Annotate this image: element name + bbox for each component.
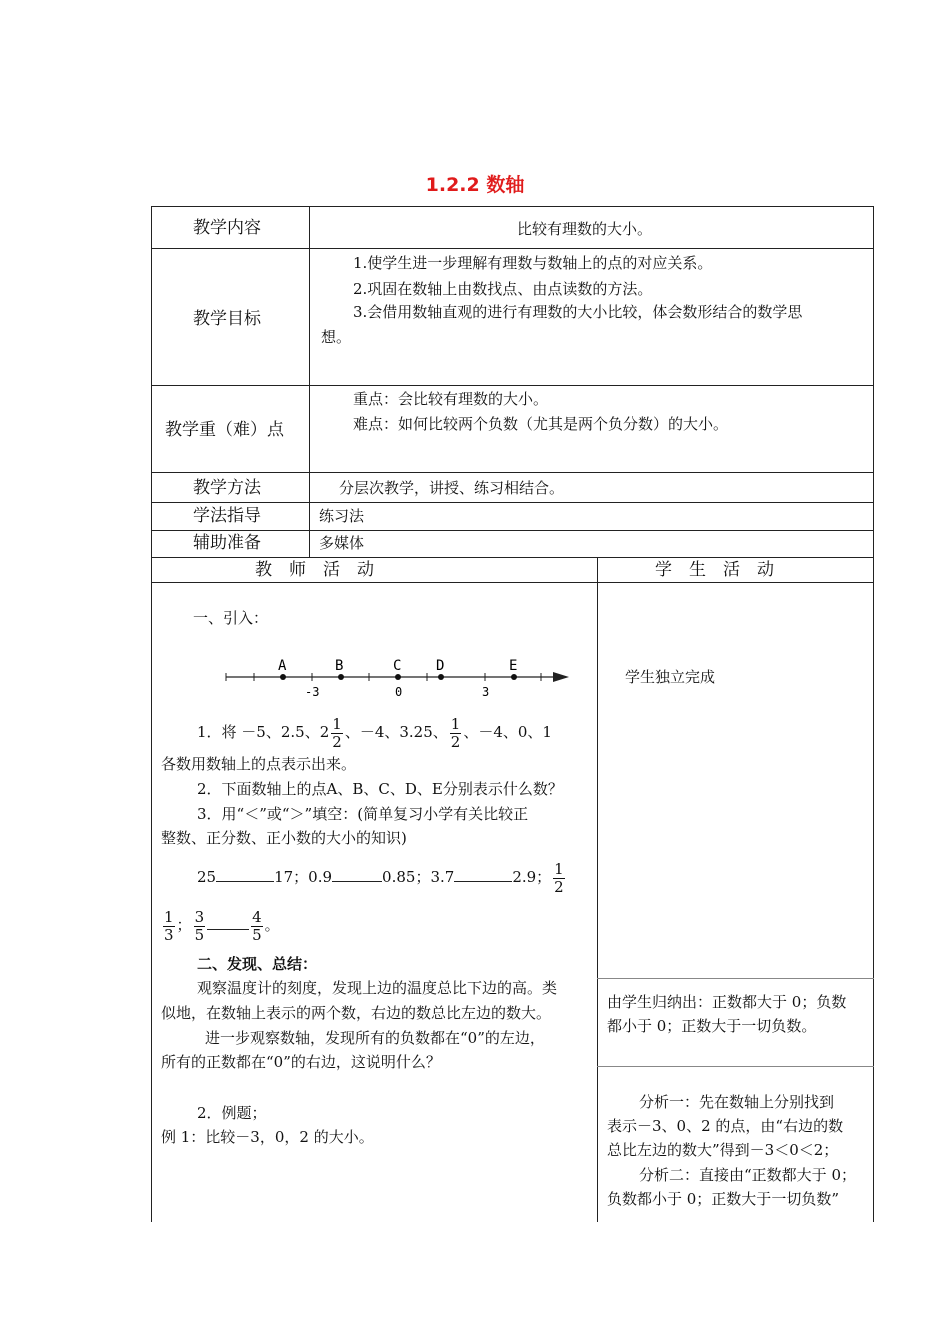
row-divider xyxy=(151,557,874,558)
answer-blank[interactable] xyxy=(454,865,512,882)
discover-paragraph: 所有的正数都在“0”的右边，这说明什么？ xyxy=(161,1053,441,1071)
discover-heading: 二、发现、总结： xyxy=(197,955,318,973)
point-label: B xyxy=(335,658,344,674)
question-3-line2: 整数、正分数、正小数的大小的知识) xyxy=(161,829,407,847)
difficult-point: 难点：如何比较两个负数（尤其是两个负分数）的大小。 xyxy=(353,415,729,433)
example-heading: 2．例题； xyxy=(197,1104,267,1122)
discover-paragraph: 似地，在数轴上表示的两个数，右边的数总比左边的数大。 xyxy=(161,1004,552,1022)
question-1-part: 1．将 －5、2.5、2 xyxy=(197,723,330,741)
teacher-activity-header: 教 师 活 动 xyxy=(255,560,374,580)
question-1-part: 、－4、3.25、 xyxy=(344,723,448,741)
row-divider xyxy=(151,582,874,583)
tick-label: 3 xyxy=(482,685,490,699)
fraction: $\frac{3}{5}$ xyxy=(194,907,205,944)
number-line-point xyxy=(438,674,444,680)
student-summary: 都小于 0；正数大于一切负数。 xyxy=(607,1017,817,1035)
lesson-plan-table xyxy=(151,206,874,1222)
table-border-top xyxy=(151,206,874,207)
content-value: 比较有理数的大小。 xyxy=(517,220,653,238)
method-value: 分层次教学，讲授、练习相结合。 xyxy=(339,479,565,497)
number-line-point xyxy=(395,674,401,680)
fraction: $\frac{1}{3}$ xyxy=(164,907,174,944)
intro-heading: 一、引入： xyxy=(193,609,269,627)
point-label: E xyxy=(509,658,518,674)
aids-label: 辅助准备 xyxy=(193,533,261,553)
content-label: 教学内容 xyxy=(193,218,261,238)
row-divider xyxy=(151,385,874,386)
example-1: 例 1：比较－3，0，2 的大小。 xyxy=(161,1128,374,1146)
number-line-figure xyxy=(221,658,581,700)
number-line-point xyxy=(280,674,286,680)
keypoints-label: 教学重（难）点 xyxy=(165,420,284,440)
student-analysis-2: 分析二：直接由“正数都大于 0； xyxy=(639,1166,856,1184)
goal-item: 1.使学生进一步理解有理数与数轴上的点的对应关系。 xyxy=(353,254,713,272)
student-analysis-1: 总比左边的数大”得到－3＜0＜2； xyxy=(607,1141,839,1159)
number-line-point xyxy=(511,674,517,680)
guide-label: 学法指导 xyxy=(193,506,261,526)
student-divider xyxy=(597,1066,874,1067)
fraction: $\frac{1}{2}$ xyxy=(450,714,461,751)
label-column-divider xyxy=(309,206,310,557)
answer-blank[interactable] xyxy=(207,917,249,930)
activity-column-divider xyxy=(597,557,598,1222)
student-analysis-1: 表示－3、0、2 的点，由“右边的数 xyxy=(607,1117,844,1135)
question-3-line1: 3．用“＜”或“＞”填空：(简单复习小学有关比较正 xyxy=(197,805,529,823)
question-1 xyxy=(197,714,552,751)
goal-item: 2.巩固在数轴上由数找点、由点读数的方法。 xyxy=(353,280,653,298)
answer-blank[interactable] xyxy=(332,865,382,882)
tick-label: -3 xyxy=(305,685,320,699)
student-analysis-1: 分析一：先在数轴上分别找到 xyxy=(639,1093,835,1111)
student-divider xyxy=(597,978,874,979)
question-2: 2．下面数轴上的点A、B、C、D、E分别表示什么数？ xyxy=(197,780,563,798)
tick-label: 0 xyxy=(395,685,403,699)
document-title: 1.2.2 数轴 xyxy=(425,174,525,196)
goals-label: 教学目标 xyxy=(193,309,261,329)
question-1-part: 、－4、0、1 xyxy=(463,723,552,741)
row-divider xyxy=(151,530,874,531)
aids-value: 多媒体 xyxy=(319,534,365,552)
key-point: 重点：会比较有理数的大小。 xyxy=(353,390,549,408)
fraction: $\frac{1}{2}$ xyxy=(554,859,564,896)
method-label: 教学方法 xyxy=(193,478,261,498)
answer-blank[interactable] xyxy=(216,865,274,882)
student-activity-header: 学 生 活 动 xyxy=(655,560,774,580)
table-border-right xyxy=(873,206,874,1222)
student-summary: 由学生归纳出：正数都大于 0；负数 xyxy=(607,993,847,1011)
fill-in-line: 25 17；0.9 0.85；3.7 2.9； $\frac{1}{2}$ xyxy=(197,859,564,896)
fill-in-line-2: $\frac{1}{3}$ ； $\frac{3}{5}$ $\frac{4}{5}$ 。 xyxy=(164,907,280,944)
goal-item: 3.会借用数轴直观的进行有理数的大小比较，体会数形结合的数学思 xyxy=(353,303,803,321)
fraction: $\frac{4}{5}$ xyxy=(252,907,262,944)
row-divider xyxy=(151,472,874,473)
guide-value: 练习法 xyxy=(319,507,365,525)
row-divider xyxy=(151,502,874,503)
number-line-point xyxy=(338,674,344,680)
point-label: D xyxy=(436,658,445,674)
row-divider xyxy=(151,248,874,249)
fraction: $\frac{1}{2}$ xyxy=(332,714,342,751)
goal-item: 想。 xyxy=(321,328,352,346)
discover-paragraph: 进一步观察数轴，发现所有的负数都在“0”的左边， xyxy=(205,1029,545,1047)
point-label: C xyxy=(393,658,402,674)
point-label: A xyxy=(278,658,287,674)
student-independent: 学生独立完成 xyxy=(625,668,716,686)
table-border-left xyxy=(151,206,152,1222)
student-analysis-2: 负数都小于 0；正数大于一切负数” xyxy=(607,1190,839,1208)
discover-paragraph: 观察温度计的刻度，发现上边的温度总比下边的高。类 xyxy=(197,979,558,997)
question-1-line2: 各数用数轴上的点表示出来。 xyxy=(161,755,357,773)
